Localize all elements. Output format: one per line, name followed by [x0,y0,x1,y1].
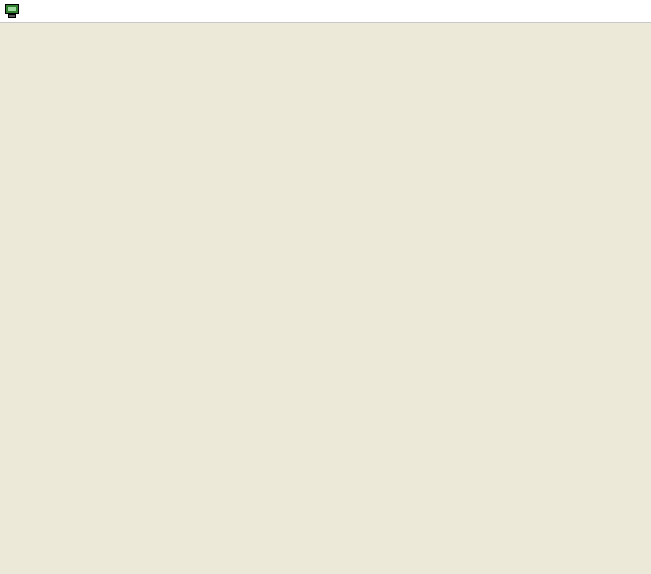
monitor-icon [4,3,20,19]
title-bar[interactable] [0,0,651,23]
